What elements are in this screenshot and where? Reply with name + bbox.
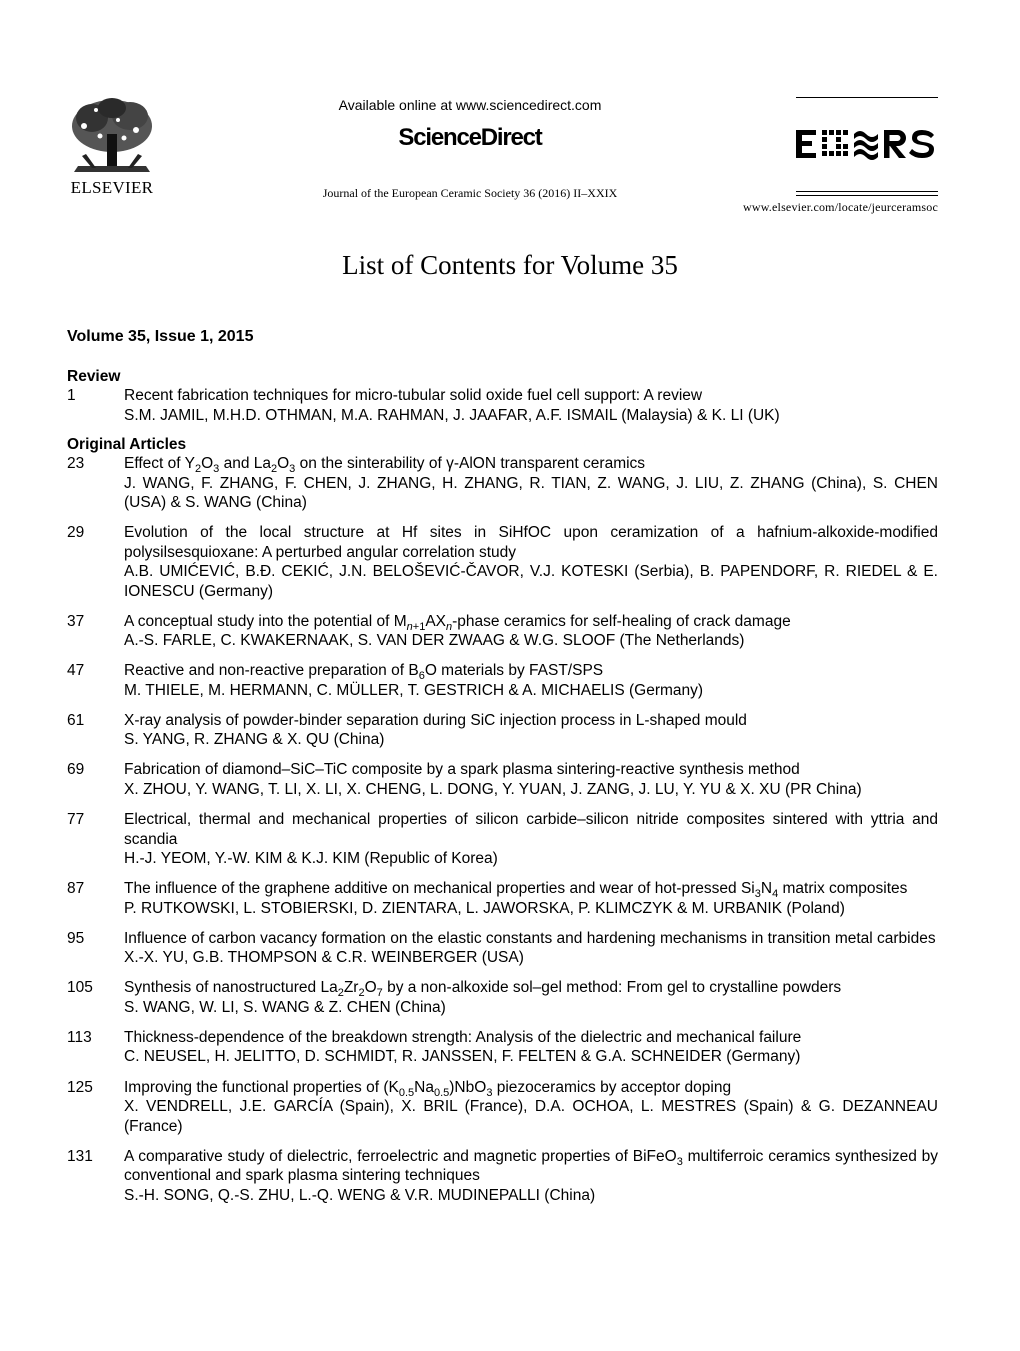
ecers-logo[interactable]	[796, 124, 938, 164]
page-number: 69	[67, 761, 85, 779]
elsevier-tree-icon	[62, 96, 162, 176]
bottom-rule-1	[796, 191, 938, 192]
page-number: 77	[67, 811, 85, 829]
section-original-articles	[67, 435, 938, 1205]
page-title: List of Contents for Volume 35	[342, 250, 678, 280]
section-heading: Review	[67, 368, 121, 385]
sciencedirect-logo[interactable]: ScienceDirect	[398, 124, 542, 151]
toc-entry[interactable]	[67, 1147, 938, 1206]
article-title[interactable]: A comparative study of dielectric, ferroelectric and magnetic properties of BiFeO$_3$ multiferroic ceramics synthesized by conventional and spark plasma sintering techniques	[124, 1147, 938, 1185]
article-title[interactable]: X-ray analysis of powder-binder separation during SiC injection process in L-shaped mould	[124, 711, 747, 729]
toc-entry[interactable]	[67, 711, 938, 750]
toc-entry[interactable]	[67, 929, 938, 968]
toc-entry[interactable]	[67, 879, 938, 918]
page-number: 105	[67, 979, 93, 997]
article-authors: S.-H. SONG, Q.-S. ZHU, L.-Q. WENG & V.R. MUDINEPALLI (China)	[124, 1186, 596, 1204]
article-authors: S. YANG, R. ZHANG & X. QU (China)	[124, 731, 385, 749]
article-title[interactable]: Improving the functional properties of $(K_{0.5}Na_{0.5})NbO_3$ piezoceramics by acceptor doping	[124, 1078, 732, 1099]
toc-entry[interactable]	[67, 612, 938, 651]
toc-entry[interactable]	[67, 523, 938, 601]
article-authors: C. NEUSEL, H. JELITTO, D. SCHMIDT, R. JANSSEN, F. FELTEN & G.A. SCHNEIDER (Germany)	[124, 1048, 801, 1066]
page-number: 87	[67, 880, 85, 898]
available-online-link[interactable]: Available online at www.sciencedirect.com	[338, 97, 602, 113]
article-title[interactable]: A conceptual study into the potential of $M_{n+1}AX_n$-phase ceramics for self-healing of crack damage	[124, 612, 791, 633]
article-authors: X. VENDRELL, J.E. GARCÍA (Spain), X. BRIL (France), D.A. OCHOA, L. MESTRES (Spain) & G. DEZANNEAU (France)	[124, 1098, 938, 1135]
volume-heading: Volume 35, Issue 1, 2015	[67, 328, 254, 345]
section-review	[67, 367, 938, 425]
article-title[interactable]: Electrical, thermal and mechanical properties of silicon carbide–silicon nitride composites sintered with yttria and scandia	[124, 811, 938, 848]
elsevier-logo[interactable]	[62, 96, 162, 198]
toc-entry[interactable]	[67, 661, 938, 700]
page-number: 1	[67, 387, 76, 404]
article-title[interactable]: Effect of $Y_2O_3$ and $La_2O_3$ on the sinterability of γ-AlON transparent ceramics	[124, 455, 646, 475]
toc-entry[interactable]	[67, 760, 938, 799]
toc-entry[interactable]	[67, 454, 938, 513]
top-rule	[796, 97, 938, 98]
page-number: 23	[67, 455, 85, 472]
article-title[interactable]: Evolution of the local structure at Hf sites in SiHfOC upon ceramization of a hafnium-alkoxide-modified polysilsesquioxane: A perturbed angular correlation study	[124, 524, 938, 561]
article-title[interactable]: Influence of carbon vacancy formation on the elastic constants and hardening mechanisms in transition metal carbides	[124, 929, 936, 947]
page-number: 61	[67, 711, 85, 729]
page-number: 131	[67, 1147, 93, 1165]
section-heading: Original Articles	[67, 436, 187, 453]
page-number: 125	[67, 1078, 93, 1096]
article-authors: P. RUTKOWSKI, L. STOBIERSKI, D. ZIENTARA, L. JAWORSKA, P. KLIMCZYK & M. URBANIK (Poland)	[124, 899, 845, 917]
page-number: 95	[67, 929, 85, 947]
toc-entry[interactable]	[67, 386, 938, 425]
article-title[interactable]: Thickness-dependence of the breakdown strength: Analysis of the dielectric and mechanical failure	[124, 1028, 802, 1046]
toc-entry[interactable]	[67, 1028, 938, 1067]
article-authors: J. WANG, F. ZHANG, F. CHEN, J. ZHANG, H. ZHANG, R. TIAN, Z. WANG, J. LIU, Z. ZHANG (China), S. CHEN (USA) & S. WANG (China)	[124, 474, 938, 511]
page-number: 29	[67, 524, 85, 542]
article-authors: M. THIELE, M. HERMANN, C. MÜLLER, T. GESTRICH & A. MICHAELIS (Germany)	[124, 681, 704, 699]
page-number: 47	[67, 662, 85, 680]
article-authors: A.B. UMIĆEVIĆ, B.Đ. CEKIĆ, J.N. BELOŠEVIĆ-ČAVOR, V.J. KOTESKI (Serbia), B. PAPENDORF, R. RIEDEL & E. IONESCU (Germany)	[124, 563, 938, 600]
article-title[interactable]: Fabrication of diamond–SiC–TiC composite by a spark plasma sintering-reactive synthesis method	[124, 761, 800, 779]
journal-citation: Journal of the European Ceramic Society 36 (2016) II–XXIX	[322, 186, 618, 200]
elsevier-wordmark: ELSEVIER	[70, 178, 154, 197]
toc-entry[interactable]	[67, 978, 938, 1017]
article-authors: S. WANG, W. LI, S. WANG & Z. CHEN (China)	[124, 998, 446, 1016]
toc-entry[interactable]	[67, 810, 938, 869]
article-title[interactable]: The influence of the graphene additive on mechanical properties and wear of hot-pressed $Si_3N_4$ matrix composites	[124, 880, 908, 901]
journal-url-link[interactable]: www.elsevier.com/locate/jeurceramsoc	[742, 200, 938, 214]
page-number: 37	[67, 612, 85, 630]
toc-entry[interactable]	[67, 1078, 938, 1137]
page-number: 113	[67, 1028, 92, 1046]
bottom-rule-2	[796, 195, 938, 196]
journal-header	[0, 0, 1020, 225]
article-title[interactable]: Recent fabrication techniques for micro-tubular solid oxide fuel cell support: A review	[124, 387, 703, 404]
article-authors: H.-J. YEOM, Y.-W. KIM & K.J. KIM (Republic of Korea)	[124, 850, 498, 868]
article-authors: X.-X. YU, G.B. THOMPSON & C.R. WEINBERGER (USA)	[124, 949, 524, 967]
article-authors: A.-S. FARLE, C. KWAKERNAAK, S. VAN DER ZWAAG & W.G. SLOOF (The Netherlands)	[124, 632, 745, 650]
article-authors: S.M. JAMIL, M.H.D. OTHMAN, M.A. RAHMAN, J. JAAFAR, A.F. ISMAIL (Malaysia) & K. LI (UK)	[124, 406, 780, 424]
article-title[interactable]: Synthesis of nanostructured $La_2Zr_2O_7$ by a non-alkoxide sol–gel method: From gel to crystalline powders	[124, 979, 842, 1000]
article-title[interactable]: Reactive and non-reactive preparation of $B_6O$ materials by FAST/SPS	[124, 662, 604, 683]
article-authors: X. ZHOU, Y. WANG, T. LI, X. LI, X. CHENG, L. DONG, Y. YUAN, J. ZANG, J. LU, Y. YU & X. XU (PR China)	[124, 780, 862, 798]
table-of-contents	[67, 327, 938, 1215]
